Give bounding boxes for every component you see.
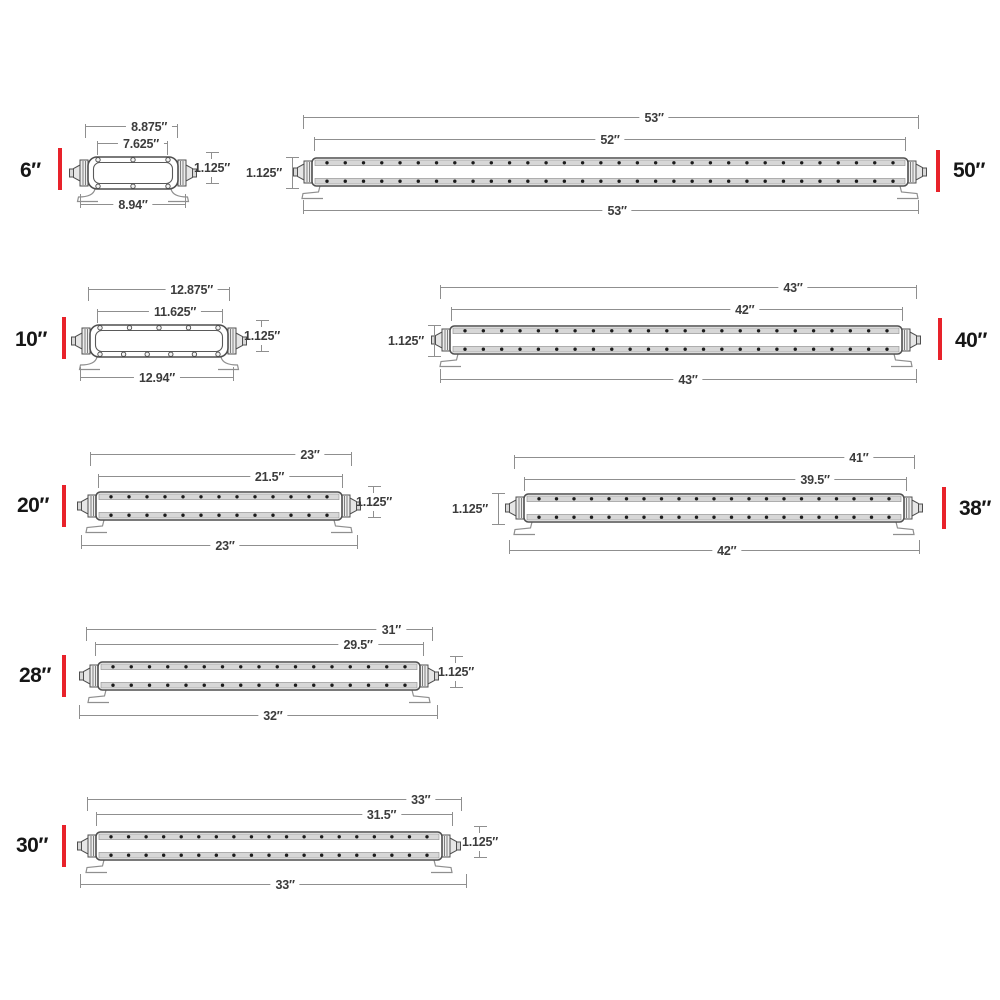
dim-inner-top-38in [524, 473, 907, 487]
dim-overall-bottom-6in [80, 198, 186, 212]
light-bar-drawing-40in [428, 323, 924, 375]
dim-height-label: 1.125″ [246, 166, 283, 180]
dim-inner-top-label: 39.5″ [795, 473, 834, 487]
dim-overall-bottom-10in [80, 371, 234, 385]
dim-overall-top-label: 43″ [778, 281, 807, 295]
light-bar-drawing-10in [68, 322, 250, 374]
dim-height-6in [194, 152, 230, 184]
accent-tick-40in [938, 318, 942, 360]
size-label-10in: 10″ [15, 328, 47, 351]
dim-overall-bottom-label: 23″ [210, 539, 239, 553]
dim-overall-bottom-label: 33″ [270, 878, 299, 892]
size-label-20in: 20″ [17, 494, 49, 517]
dim-inner-top-label: 21.5″ [250, 470, 289, 484]
dim-height-50in [246, 157, 299, 189]
size-label-28in: 28″ [19, 664, 51, 687]
dim-overall-top-30in [87, 793, 462, 807]
dim-overall-top-label: 31″ [377, 623, 406, 637]
dim-height-label: 1.125″ [244, 329, 281, 343]
dim-inner-top-6in [97, 137, 168, 151]
size-label-30in: 30″ [16, 834, 48, 857]
dim-inner-top-28in [95, 638, 424, 652]
dim-height-label: 1.125″ [388, 334, 425, 348]
dim-inner-top-label: 31.5″ [362, 808, 401, 822]
dim-overall-top-label: 53″ [639, 111, 668, 125]
dim-overall-bottom-30in [80, 878, 467, 892]
dim-overall-top-label: 12.875″ [165, 283, 218, 297]
dim-overall-top-20in [90, 448, 352, 462]
dim-height-label: 1.125″ [438, 665, 475, 679]
dim-height-10in [244, 320, 280, 352]
dim-overall-top-38in [514, 451, 915, 465]
dim-overall-top-50in [303, 111, 919, 125]
dim-height-38in [452, 493, 505, 525]
accent-tick-50in [936, 150, 940, 192]
accent-tick-38in [942, 487, 946, 529]
dim-overall-top-28in [86, 623, 433, 637]
dim-inner-top-label: 29.5″ [339, 638, 378, 652]
accent-tick-28in [62, 655, 66, 697]
dim-overall-bottom-label: 53″ [603, 204, 632, 218]
dim-inner-top-label: 42″ [730, 303, 759, 317]
dim-inner-top-20in [98, 470, 343, 484]
dim-overall-bottom-label: 8.94″ [113, 198, 152, 212]
dim-inner-top-10in [97, 305, 223, 319]
accent-tick-30in [62, 825, 66, 867]
dim-overall-bottom-label: 12.94″ [134, 371, 180, 385]
dim-height-30in [462, 826, 498, 858]
dim-overall-bottom-label: 32″ [258, 709, 287, 723]
accent-tick-10in [62, 317, 66, 359]
dim-overall-top-label: 23″ [295, 448, 324, 462]
light-bar-drawing-28in [76, 659, 442, 711]
accent-tick-20in [62, 485, 66, 527]
dim-height-28in [438, 656, 474, 688]
dim-height-20in [356, 486, 392, 518]
accent-tick-6in [58, 148, 62, 190]
dim-overall-bottom-label: 43″ [673, 373, 702, 387]
dim-overall-bottom-50in [303, 204, 919, 218]
size-label-50in: 50″ [953, 159, 985, 182]
dim-inner-top-label: 7.625″ [118, 137, 164, 151]
light-bar-drawing-30in [74, 829, 464, 881]
dim-height-label: 1.125″ [356, 495, 393, 509]
dim-overall-top-40in [440, 281, 917, 295]
dim-overall-top-label: 33″ [406, 793, 435, 807]
dim-inner-top-label: 11.625″ [149, 305, 201, 319]
dim-overall-top-label: 41″ [844, 451, 873, 465]
dim-overall-top-label: 8.875″ [126, 120, 172, 134]
dim-inner-top-50in [314, 133, 906, 147]
dim-overall-bottom-28in [79, 709, 438, 723]
dim-overall-top-6in [85, 120, 178, 134]
dim-overall-bottom-38in [509, 544, 920, 558]
dim-height-label: 1.125″ [462, 835, 499, 849]
dim-overall-top-10in [88, 283, 230, 297]
size-label-38in: 38″ [959, 497, 991, 520]
dim-inner-top-30in [96, 808, 453, 822]
dim-inner-top-40in [451, 303, 903, 317]
dim-height-label: 1.125″ [194, 161, 231, 175]
size-label-40in: 40″ [955, 329, 987, 352]
dim-overall-bottom-label: 42″ [712, 544, 741, 558]
dim-inner-top-label: 52″ [595, 133, 624, 147]
light-bar-drawing-38in [502, 491, 926, 543]
dim-height-label: 1.125″ [452, 502, 489, 516]
dim-overall-bottom-20in [81, 539, 358, 553]
light-bar-drawing-50in [290, 155, 930, 207]
dim-height-40in [388, 325, 441, 357]
light-bar-drawing-20in [74, 489, 364, 541]
size-label-6in: 6″ [20, 159, 41, 182]
dim-overall-bottom-40in [440, 373, 917, 387]
